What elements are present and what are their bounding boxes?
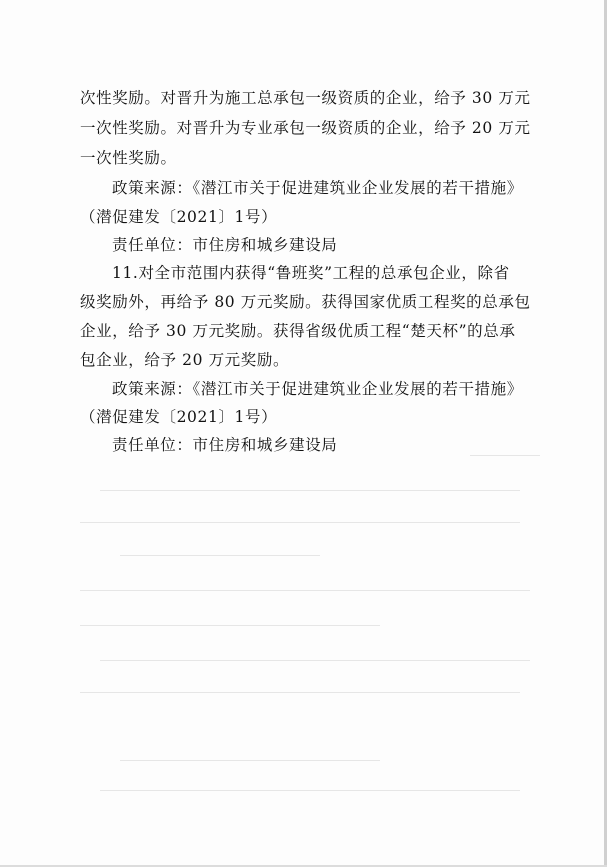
- policy-document-number: （潜促建发〔2021〕1号）: [80, 208, 278, 226]
- body-text-line: 包企业，给予 20 万元奖励。: [80, 351, 290, 369]
- body-text-line: 次性奖励。对晋升为施工总承包一级资质的企业，给予 30 万元: [80, 89, 531, 107]
- responsible-unit-line: 责任单位：市住房和城乡建设局: [112, 436, 338, 454]
- bleed-through-line: [470, 455, 540, 456]
- policy-document-number: （潜促建发〔2021〕1号）: [80, 408, 278, 426]
- responsible-unit-line: 责任单位：市住房和城乡建设局: [112, 236, 338, 254]
- policy-source-line: 政策来源：《潜江市关于促进建筑业企业发展的若干措施》: [112, 179, 523, 197]
- item-11-text-line: 11.对全市范围内获得“鲁班奖”工程的总承包企业，除省: [112, 264, 510, 282]
- bleed-through-line: [80, 522, 520, 523]
- bleed-through-line: [100, 790, 520, 791]
- body-text-line: 一次性奖励。: [80, 149, 177, 167]
- body-text-line: 一次性奖励。对晋升为专业承包一级资质的企业，给予 20 万元: [80, 119, 531, 137]
- bleed-through-line: [100, 490, 520, 491]
- bleed-through-line: [80, 625, 380, 626]
- bleed-through-line: [120, 555, 320, 556]
- bleed-through-line: [80, 590, 530, 591]
- body-text-line: 级奖励外，再给予 80 万元奖励。获得国家优质工程奖的总承包: [80, 293, 531, 311]
- body-text-line: 企业，给予 30 万元奖励。获得省级优质工程“楚天杯”的总承: [80, 322, 516, 340]
- bleed-through-line: [80, 692, 520, 693]
- policy-source-line: 政策来源：《潜江市关于促进建筑业企业发展的若干措施》: [112, 380, 523, 398]
- bleed-through-line: [120, 760, 380, 761]
- bleed-through-line: [100, 660, 530, 661]
